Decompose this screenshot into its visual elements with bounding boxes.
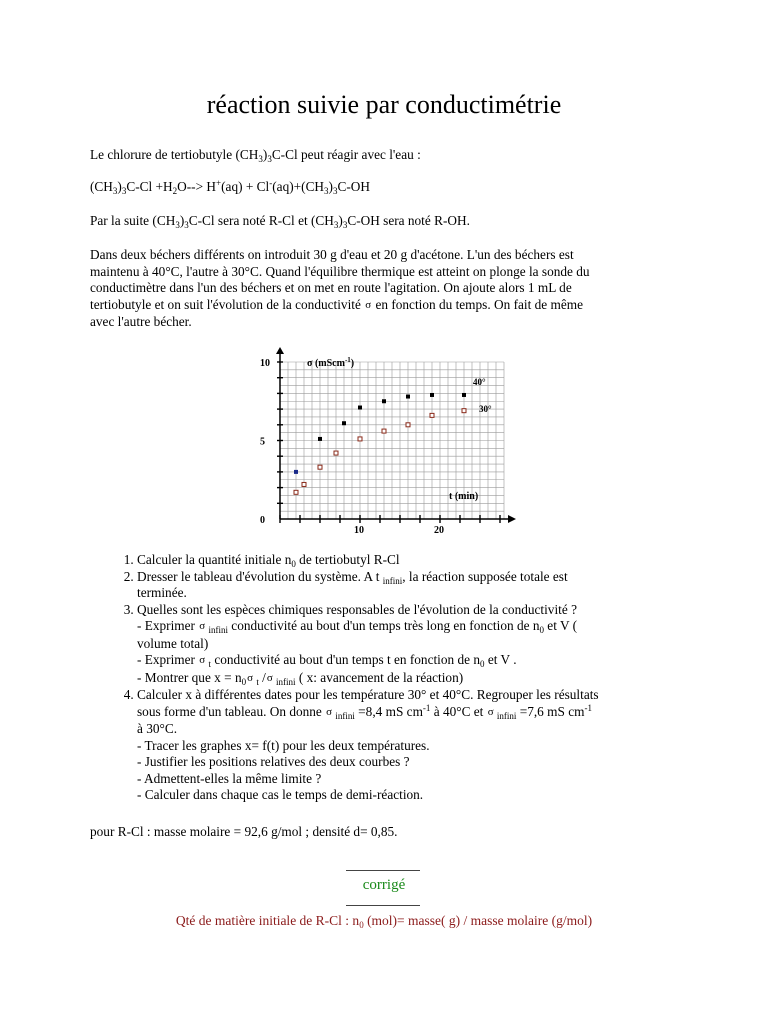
data-point-40 [382, 399, 386, 403]
data-point-30 [462, 409, 466, 413]
legend-40: 40° [473, 377, 486, 387]
notation-paragraph: Par la suite $(CH_3)_3C-Cl$ sera noté R-Cl et $(CH_3)_3C-OH$ sera noté R-OH. [90, 213, 470, 230]
data-point-30 [358, 437, 362, 441]
corrige-heading: corrigé [362, 877, 406, 893]
question-3: 3. Quelles sont les espèces chimiques responsables de l'évolution de la conductivité ? - Exprimer σ $_{infini}$ conductivité au bout d'un temps très long en fonction de $n_0$ et V ( volume total) - Exprimer σ $_t$ conductivité au bout d'un temps t en fonction de $n_0$ et V . - Montrer que $x = n_0\sigma$ $_t$ /σ $_{infini}$ ( x: avancement de la réaction) [137, 602, 737, 688]
y-axis-label: σ (mScm$^{-1}$) [307, 356, 355, 369]
data-point-40 [406, 395, 410, 399]
x-axis-label: t (min) [449, 491, 479, 502]
data-point-30 [406, 423, 410, 427]
data-point-40 [318, 437, 322, 441]
data-point-40 [358, 406, 362, 410]
question-2: 2. Dresser le tableau d'évolution du système. A t $_{infini}$, la réaction supposée totale est terminée. [137, 569, 737, 602]
x-tick-label: 20 [434, 525, 444, 536]
question-4: 4. Calculer x à différentes dates pour les température 30° et 40°C. Regrouper les résultats sous forme d'un tableau. On donne σ $_{infini}$ =8,4 mS $cm^{-1}$ à 40°C et σ $_{infini}$ =7,6 mS $cm^{-1}$ à 30°C. - Tracer les graphes x= f(t) pour les deux températures. - Justifier les positions relatives des deux courbes ? - Admettent-elles la même limite ? - Calculer dans chaque cas le temps de demi-réaction. [137, 687, 737, 804]
answer-line: Qté de matière initiale de R-Cl : $n_0$ (mol)= masse( g) / masse molaire (g/mol) [175, 913, 593, 930]
chart-svg [250, 344, 520, 540]
y-axis-arrow [276, 347, 284, 354]
description-paragraph: Dans deux béchers différents on introduit 30 g d'eau et 20 g d'acétone. L'un des béchers est maintenu à 40°C, l'autre à 30°C. Quand l'équilibre thermique est atteint on plonge la sonde du conductimètre dans l'un des béchers et on met en route l'agitation. On ajoute alors 1 mL de tertiobutyle et on suit l'évolution de la conductivité σ en fonction du temps. On fait de même avec l'autre bécher. [90, 247, 590, 329]
y-tick-label: 0 [260, 515, 265, 526]
data-point-30 [302, 482, 306, 486]
legend-30: 30° [479, 404, 492, 414]
reaction-equation: $(CH_3)_3C-Cl +H_2O--> H^+(aq) + Cl^-(aq)+(CH_3)_3C-OH$ [90, 178, 370, 196]
data-point-30 [318, 465, 322, 469]
data-point-40 [294, 470, 298, 474]
data-point-30 [294, 490, 298, 494]
data-point-40 [462, 393, 466, 397]
separator-bottom [346, 905, 420, 906]
molar-mass-data: pour R-Cl : masse molaire = 92,6 g/mol ; densité d= 0,85. [90, 824, 398, 839]
question-1: 1. Calculer la quantité initiale $n_0$ de tertiobutyl R-Cl [137, 552, 737, 569]
data-point-30 [430, 413, 434, 417]
y-tick-label: 10 [260, 358, 270, 369]
y-tick-label: 5 [260, 436, 265, 448]
separator-top [346, 870, 420, 871]
data-point-40 [430, 393, 434, 397]
data-point-40 [342, 421, 346, 425]
data-point-30 [382, 429, 386, 433]
conductivity-chart [250, 344, 520, 540]
data-point-30 [334, 451, 338, 455]
intro-paragraph: Le chlorure de tertiobutyle $(CH_3)_3C-Cl$ peut réagir avec l'eau : [90, 147, 421, 164]
x-tick-label: 10 [354, 525, 364, 536]
x-axis-arrow [508, 515, 516, 523]
question-list [88, 552, 737, 804]
page-title: réaction suivie par conductimétrie [206, 90, 562, 119]
